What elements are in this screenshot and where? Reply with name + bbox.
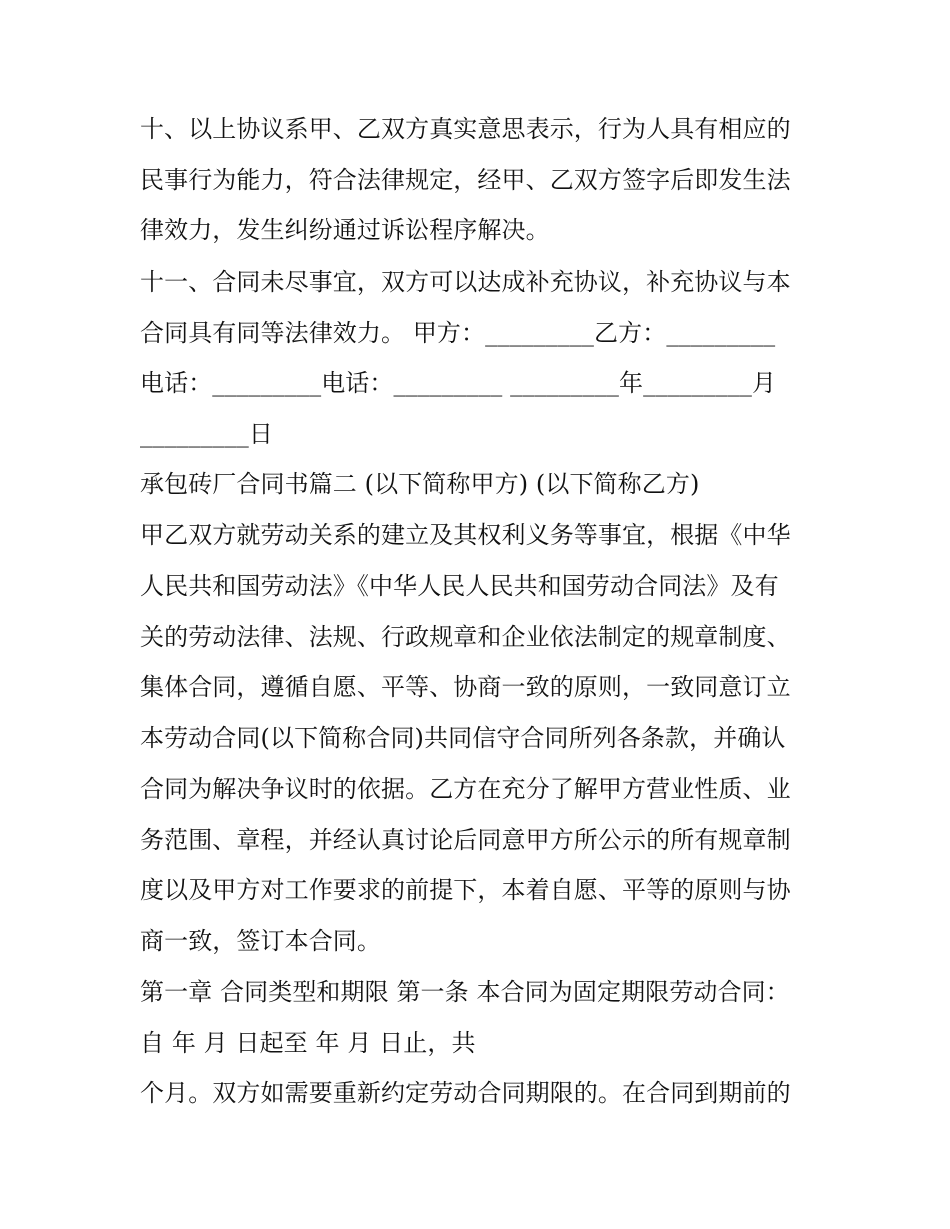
text-line: 律效力，发生纠纷通过诉讼程序解决。 — [140, 216, 550, 244]
text-line: 十、以上协议系甲、乙双方真实意思表示，行为人具有相应的 — [140, 115, 791, 143]
text-line: 集体合同，遵循自愿、平等、协商一致的原则，一致同意订立 — [140, 673, 791, 701]
text-line: 合同为解决争议时的依据。乙方在充分了解甲方营业性质、业 — [140, 775, 791, 803]
text-line: 合同具有同等法律效力。 甲方：_________乙方：_________ — [140, 319, 776, 347]
text-line: _________日 — [140, 420, 273, 448]
text-line: 度以及甲方对工作要求的前提下，本着自愿、平等的原则与协 — [140, 876, 791, 904]
text-line: 关的劳动法律、法规、行政规章和企业依法制定的规章制度、 — [140, 623, 791, 651]
text-line: 十一、合同未尽事宜，双方可以达成补充协议，补充协议与本 — [140, 268, 791, 296]
chapter-heading: 第一章 合同类型和期限 第一条 本合同为固定期限劳动合同： — [140, 978, 790, 1006]
text-line: 商一致，签订本合同。 — [140, 927, 381, 955]
text-line: 个月。双方如需要重新约定劳动合同期限的。在合同到期前的 — [140, 1079, 791, 1107]
section-title: 承包砖厂合同书篇二 (以下简称甲方) (以下简称乙方) — [140, 470, 700, 498]
text-line: 电话：_________电话：_________ _________年_________月 — [140, 369, 777, 397]
text-line: 人民共和国劳动法》《中华人民人民共和国劳动合同法》及有 — [140, 572, 779, 600]
text-line: 甲乙双方就劳动关系的建立及其权利义务等事宜，根据《中华 — [140, 521, 791, 549]
text-line: 民事行为能力，符合法律规定，经甲、乙双方签字后即发生法 — [140, 166, 791, 194]
text-line: 本劳动合同(以下简称合同)共同信守合同所列各条款，并确认 — [140, 724, 786, 752]
text-line: 自 年 月 日起至 年 月 日止，共 — [140, 1029, 476, 1057]
text-line: 务范围、章程，并经认真讨论后同意甲方所公示的所有规章制 — [140, 826, 791, 854]
